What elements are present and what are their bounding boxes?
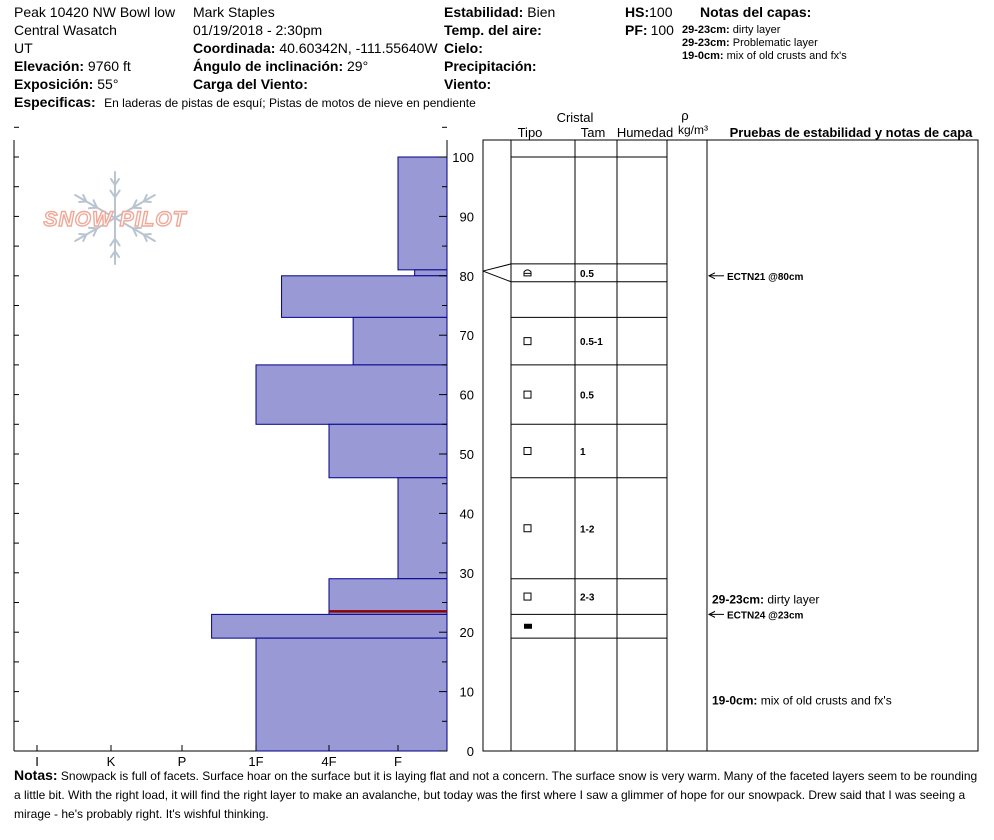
crystal-size: 0.5-1 bbox=[580, 337, 603, 349]
col-density-header: kg/m³ bbox=[678, 123, 708, 137]
crystal-symbols bbox=[524, 269, 603, 629]
flake-branch bbox=[79, 201, 86, 202]
hs-label: HS: bbox=[625, 4, 650, 20]
depth-label: 20 bbox=[459, 625, 474, 641]
depth-label: 40 bbox=[459, 506, 474, 522]
table-frame bbox=[483, 140, 978, 751]
specifics-value: En laderas de pistas de esquí; Pistas de motos de nieve en pendiente bbox=[104, 96, 476, 110]
depth-label: 50 bbox=[459, 447, 474, 462]
surface-hoar-icon bbox=[524, 270, 531, 276]
hardness-bar bbox=[398, 157, 447, 270]
hardness-bar bbox=[282, 276, 447, 318]
hardness-bar bbox=[415, 270, 447, 276]
col-moisture-header: Humedad bbox=[616, 125, 674, 140]
depth-label: 0 bbox=[466, 744, 474, 759]
hardness-bar bbox=[256, 365, 447, 424]
depth-label: 60 bbox=[459, 387, 474, 403]
depth-labels bbox=[452, 150, 474, 759]
observer: Mark Staples bbox=[193, 4, 275, 20]
stability-value: Bien bbox=[527, 4, 556, 20]
flake-branch bbox=[144, 234, 151, 235]
facet-icon bbox=[524, 525, 531, 532]
col-tests-header: Pruebas de estabilidad y notas de capa bbox=[729, 125, 973, 140]
datetime: 01/19/2018 - 2:30pm bbox=[193, 22, 323, 38]
hardness-bar bbox=[329, 424, 447, 477]
depth-label: 80 bbox=[459, 268, 474, 284]
crystal-size: 1-2 bbox=[580, 524, 595, 536]
layer-annotation bbox=[712, 694, 892, 708]
slope-label: Ángulo de inclinación: bbox=[193, 58, 344, 74]
hardness-tick-label: I bbox=[35, 754, 39, 769]
layer-note-text: Problematic layer bbox=[732, 37, 818, 49]
crystal-size: 2-3 bbox=[580, 592, 595, 604]
crystal-size: 0.5 bbox=[580, 390, 594, 402]
hardness-tick-label: 1F bbox=[248, 754, 264, 769]
specifics-label: Especificas: bbox=[14, 94, 96, 110]
col-crystal-header: Cristal bbox=[556, 110, 594, 125]
depth-label: 100 bbox=[452, 150, 474, 165]
layer-connector bbox=[483, 271, 511, 282]
test-label: ECTN24 @23cm bbox=[727, 610, 804, 622]
hardness-bar bbox=[329, 579, 447, 615]
layer-note-range: 19-0cm: bbox=[682, 50, 724, 62]
aspect-value: 55° bbox=[97, 76, 119, 92]
annotation-range: 19-0cm: bbox=[712, 693, 761, 708]
air-temp-label: Temp. del aire: bbox=[444, 22, 542, 38]
crystal-table bbox=[483, 108, 978, 751]
crystal-size: 0.5 bbox=[580, 268, 594, 280]
logo-text: SNOW PILOT bbox=[43, 208, 187, 231]
hs-value: 100 bbox=[649, 4, 673, 20]
wind-load-label: Carga del Viento: bbox=[193, 76, 308, 92]
stability-tests bbox=[709, 272, 804, 622]
hardness-bar bbox=[212, 614, 447, 638]
precip-label: Precipitación: bbox=[444, 58, 537, 74]
depth-label: 10 bbox=[459, 684, 474, 700]
hardness-bar bbox=[353, 317, 447, 365]
location: Peak 10420 NW Bowl low bbox=[14, 4, 176, 20]
hardness-tick-label: K bbox=[106, 754, 116, 769]
col-size-header: Tam bbox=[580, 125, 606, 140]
snowpilot-logo bbox=[44, 172, 188, 264]
coord-value: 40.60342N, -111.55640W bbox=[279, 40, 438, 56]
slope-value: 29° bbox=[347, 58, 369, 74]
hardness-bar bbox=[398, 478, 447, 579]
layer-note-range: 29-23cm: bbox=[682, 37, 730, 49]
facet-icon bbox=[524, 448, 531, 455]
layer-note-text: dirty layer bbox=[732, 24, 781, 36]
depth-label: 70 bbox=[459, 328, 474, 344]
range: Central Wasatch bbox=[14, 22, 117, 38]
facet-icon bbox=[524, 593, 531, 600]
coord-label: Coordinada: bbox=[193, 40, 276, 56]
stability-label: Estabilidad: bbox=[444, 4, 524, 20]
state: UT bbox=[14, 40, 33, 56]
hardness-tick-label: 4F bbox=[321, 754, 337, 769]
crust-icon bbox=[524, 624, 532, 629]
layer-note-range: 29-23cm: bbox=[682, 24, 730, 36]
layer-notes-title: Notas del capas: bbox=[700, 4, 812, 20]
facet-icon bbox=[524, 338, 531, 345]
annotation-range: 29-23cm: bbox=[712, 592, 768, 607]
hardness-tick-label: F bbox=[394, 754, 402, 769]
elevation-label: Elevación: bbox=[14, 58, 85, 74]
hardness-bar bbox=[256, 638, 447, 751]
layer-connector bbox=[483, 264, 511, 271]
hardness-tick-label: P bbox=[177, 754, 187, 769]
test-label: ECTN21 @80cm bbox=[727, 271, 804, 283]
wind-label: Viento: bbox=[444, 76, 492, 92]
annotation-text: mix of old crusts and fx's bbox=[760, 693, 892, 708]
left-ticks bbox=[14, 127, 19, 751]
pf-value: 100 bbox=[650, 22, 674, 38]
sky-label: Cielo: bbox=[444, 40, 483, 56]
layer-annotation bbox=[712, 593, 819, 607]
annotation-text: dirty layer bbox=[767, 592, 820, 607]
hardness-bars bbox=[212, 157, 447, 751]
col-rho-header: ρ bbox=[681, 108, 689, 123]
pf-label: PF: bbox=[625, 22, 648, 38]
layer-note-text: mix of old crusts and fx's bbox=[726, 50, 847, 62]
depth-label: 30 bbox=[459, 565, 474, 581]
aspect-label: Exposición: bbox=[14, 76, 94, 92]
crystal-size: 1 bbox=[580, 447, 586, 459]
col-type-header: Tipo bbox=[517, 125, 543, 140]
facet-icon bbox=[524, 391, 531, 398]
elevation-value: 9760 ft bbox=[87, 58, 131, 74]
notes bbox=[14, 766, 982, 824]
notes-label: Notas: bbox=[14, 767, 58, 783]
notes-text: Snowpack is full of facets. Surface hoar on the surface but it is laying flat and not a concern. The surface snow is very warm. Many of the faceted layers seem to be rounding a little bit. With the right load, it will find the right layer to make an avalanche, but today was the first where I saw a glimmer of hope for our snowpack. Drew said that I was seeing a mirage - he's probably right. It's wishful thinking. bbox=[14, 769, 978, 821]
depth-label: 90 bbox=[459, 209, 474, 225]
